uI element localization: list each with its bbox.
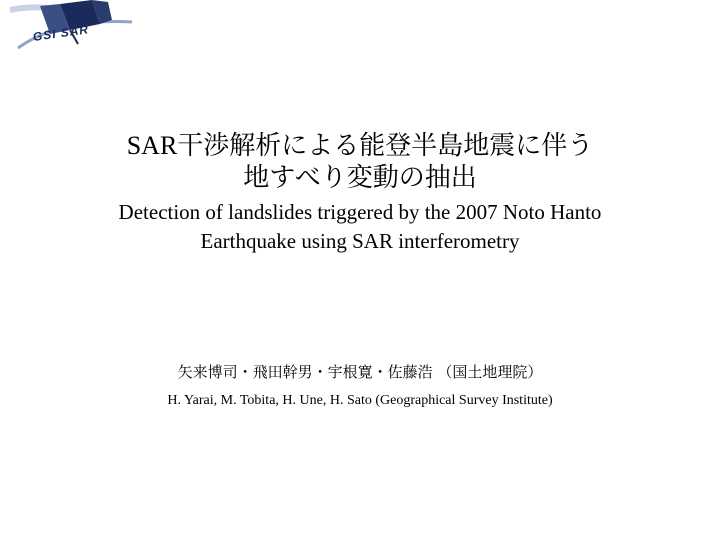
title-jp-line2: 地すべり変動の抽出 <box>243 163 477 192</box>
gsi-sar-logo <box>0 0 140 60</box>
title-block <box>0 130 720 256</box>
title-jp-line1: SAR干渉解析による能登半島地震に伴う <box>126 131 594 160</box>
author-block <box>0 362 720 411</box>
title-en-line2: Earthquake using SAR interferometry <box>200 229 520 253</box>
authors-jp: 矢来博司・飛田幹男・宇根寛・佐藤浩 （国土地理院） <box>177 363 543 381</box>
authors-en: H. Yarai, M. Tobita, H. Une, H. Sato (Geographical Survey Institute) <box>167 393 553 408</box>
title-en-line1: Detection of landslides triggered by the 2007 Noto Hanto <box>118 200 602 224</box>
logo-text: GSI SAR <box>32 22 90 44</box>
